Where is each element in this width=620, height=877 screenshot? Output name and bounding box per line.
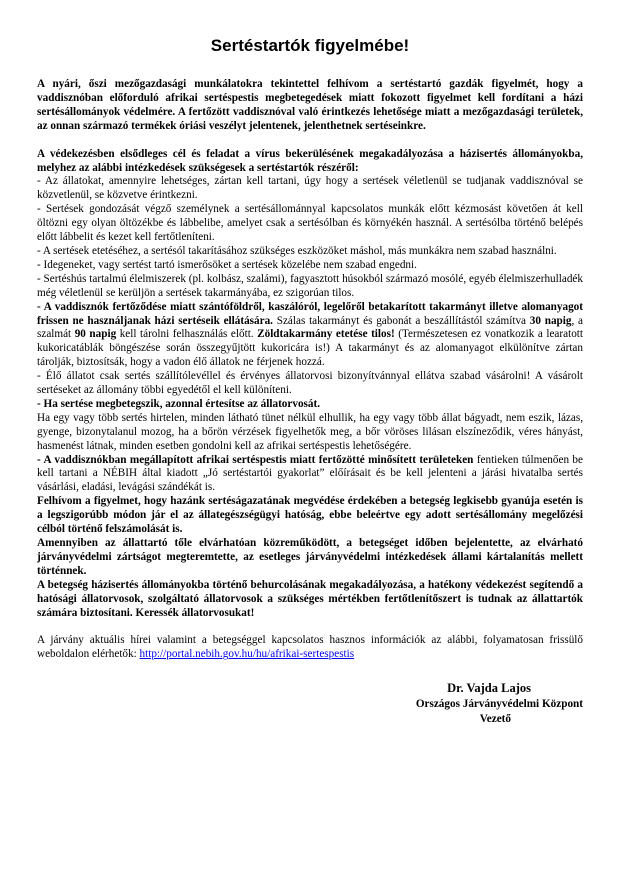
measure-item: - Idegeneket, vagy sertést tartó ismerősöket a sertések közelébe nem szabad engedni. (37, 258, 417, 271)
infected-area-text: fentieken túlmenően be kell tartani a NÉBIH által kiadott „Jó sertéstartói gyakorlat” előírásait és be kell jelenteni a járási hivatalba sertés vásárlási, eladási, levágási szándékát is. (37, 453, 583, 494)
days-30: 30 napig (529, 314, 572, 327)
closing-paragraph: Amennyiben az állattartó tőle elvárhatóan közreműködött, a betegséget időben bejelentette, az elvárható járványvédelmi zártságot megteremtette, az esetleges járványvédelmi intézkedések állami kártalanítás mellett történnek. (37, 537, 583, 577)
nebih-link[interactable]: http://portal.nebih.gov.hu/hu/afrikai-sertespestis (139, 648, 355, 661)
signer-name: Dr. Vajda Lajos (447, 681, 531, 696)
closing-paragraph: Felhívom a figyelmet, hogy hazánk sertéságazatának megvédése érdekében a betegség legkisebb gyanúja esetén is a legszigorúbb módon jár el az állategészségügyi hatóság, ebbe beleértve egy adott sertésállomány megelőzési célból történő felszámolását is. (37, 495, 583, 536)
days-90: 90 napig (74, 328, 117, 341)
measure-item: - A sertések etetéséhez, a sertésól takarításához szükséges eszközöket máshol, más munkákra nem szabad használni. (37, 244, 557, 257)
feed-text: kell tárolni felhasználás előtt. (116, 328, 258, 341)
measures-intro: A védekezésben elsődleges cél és feladat a vírus bekerülésének megakadályozása a házisertés állományokba, melyhez az alábbi intézkedések szükségesek a sertéstartók részéről: (37, 147, 583, 174)
infected-area-paragraph (37, 454, 583, 496)
measure-item: - Élő állatot csak sertés szállítólevéllel és érvényes állatorvosi bizonyítvánnyal ellátva szabad vásárolni! A vásárolt sertéseket az állomány többi egyedétől el kell különíteni. (37, 370, 583, 397)
intro-paragraph: A nyári, őszi mezőgazdasági munkálatokra tekintettel felhívom a sertéstartó gazdák figyelmét, hogy a vaddisznóban előforduló afrikai sertéspestis megbetegedések miatt fokozott figyelmet kell fordítani a házi sertésállományok védelmére. A fertőzött vaddisznóval való érintkezés lehetősége miatt a mezőgazdasági területek, az onnan származó termékek óriási veszélyt jelentenek, jelenthetnek sertéseinkre. (37, 78, 583, 132)
signer-organization: Országos Járványvédelmi Központ (415, 698, 583, 711)
measure-item: - Sertéshús tartalmú élelmiszerek (pl. kolbász, szalámi), fagyasztott húsokból származó mosólé, egyéb élelmiszerhulladék még véletlenül se kerüljön a sertések takarmányába, ez szigorúan tilos. (37, 272, 583, 299)
measure-item: - Az állatokat, amennyire lehetséges, zártan kell tartani, úgy hogy a sertések véletlenül se tudjanak vaddisznóval se közvetlenül, se közvetve érintkezni. (37, 175, 583, 202)
feed-text: (Természetesen ez vonatkozik a learatott kukoricatáblák böngészése során összegyűjtött kukoricára is!) A takarmányt és az alomanyagot elkülönítve zártan tárolják, biztosítsák, hogy a vadon élő állatok ne férjenek hozzá. (37, 328, 584, 369)
info-paragraph (37, 634, 583, 662)
infected-area-bold: - A vaddisznókban megállapított afrikai sertéspestis miatt fertőzötté minősített területeken (37, 453, 474, 466)
feed-text: , a szalmát (37, 314, 583, 341)
green-fodder-ban: Zöldtakarmány etetése tilos! (257, 328, 395, 341)
feed-warning: - A vaddisznók fertőződése miatt szántóföldről, kaszálóról, legelőről betakarított takarmányt illetve alomanyagot frissen ne használjanak házi sertéseik ellátására. (37, 300, 583, 327)
symptoms-paragraph: Ha egy vagy több sertés hirtelen, minden látható tünet nélkül elhullik, ha egy vagy több állat bágyadt, nem eszik, lázas, gyenge, bizonytalanul mozog, ha a bőrön vérzések figyelhetők meg, a bőr vöröses lilásan elszíneződik, véres hányást, hasmenést látnak, minden esetben gondolni kell az afrikai sertéspestis lehetőségére. (37, 411, 583, 452)
info-text: A járvány aktuális hírei valamint a betegséggel kapcsolatos hasznos információk az alábbi, folyamatosan frissülő weboldalon elérhetők: (37, 634, 583, 661)
signer-role: Vezető (479, 713, 511, 726)
notify-vet-heading: - Ha sertése megbetegszik, azonnal értesítse az állatorvosát. (37, 397, 321, 410)
measure-item: - Sertések gondozását végző személynek a sertésállománnyal kapcsolatos munkák előtt kézmosást követően át kell öltözni egy olyan öltözékbe és lábbelibe, amelyet csak a sertésólban és környékén használ. A sertésólba történő belépés előtt lábbelit és kezet kell fertőtleníteni. (37, 203, 583, 244)
page-title: Sertéstartók figyelmébe! (210, 36, 410, 55)
measure-item-feed (37, 301, 583, 371)
signature-block (37, 680, 583, 727)
feed-text: Szálas takarmányt és gabonát a beszállítástól számítva (272, 314, 530, 327)
closing-paragraph: A betegség házisertés állományokba történő behurcolásának megakadályozása, a hatékony védekezést segítendő a hatósági állatorvosok, szolgáltató állatorvosok a szükséges mértékben fertőtlenítőszert is tudnak az állattartók számára biztosítani. Keressék állatorvosukat! (37, 578, 583, 619)
